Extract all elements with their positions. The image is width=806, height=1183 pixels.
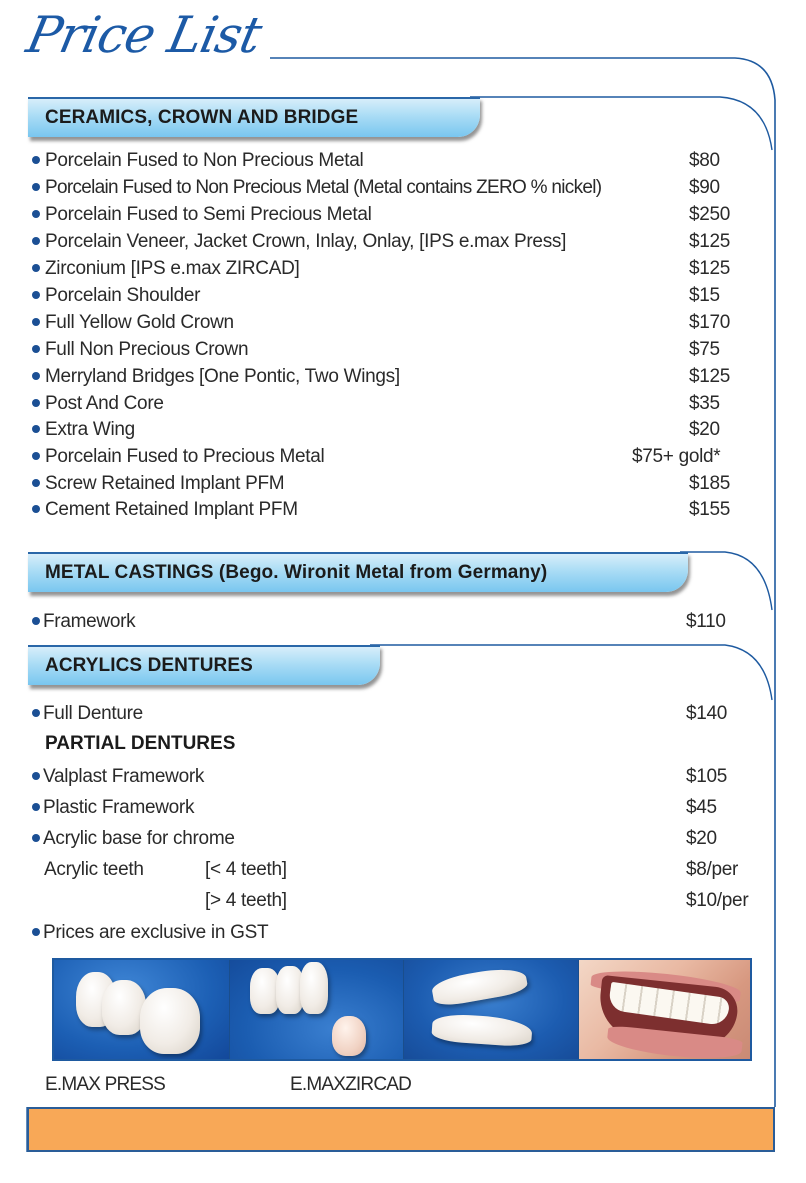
- price-row: [30, 391, 770, 417]
- section-heading: CERAMICS, CROWN AND BRIDGE: [45, 107, 359, 128]
- bullet-icon: [32, 928, 40, 936]
- bullet-icon: [32, 372, 40, 380]
- item-price: $75+ gold*: [632, 446, 721, 467]
- bullet-icon: [32, 452, 40, 460]
- price-row: [30, 175, 770, 201]
- bullet-icon: [32, 237, 40, 245]
- bullet-icon: [32, 772, 40, 780]
- photo-gallery: [52, 958, 752, 1061]
- gst-note: [30, 920, 770, 946]
- price-row: [30, 701, 770, 727]
- bullet-icon: [32, 479, 40, 487]
- item-label: Full Denture: [43, 703, 143, 724]
- item-label: Porcelain Fused to Non Precious Metal: [45, 150, 364, 171]
- bullet-icon: [32, 210, 40, 218]
- bullet-icon: [32, 709, 40, 717]
- veneer-bridges-image: [404, 960, 579, 1059]
- item-label: Extra Wing: [45, 419, 135, 440]
- smile-image: [579, 960, 750, 1059]
- item-price: $155: [689, 499, 731, 520]
- item-price: $90: [689, 177, 720, 198]
- price-row: [30, 471, 770, 497]
- emax-zircad-image: [230, 960, 404, 1059]
- item-label: Cement Retained Implant PFM: [45, 499, 298, 520]
- price-row: [30, 417, 770, 443]
- price-row: [30, 283, 770, 309]
- note-text: Prices are exclusive in GST: [43, 922, 269, 943]
- item-label: Screw Retained Implant PFM: [45, 473, 285, 494]
- item-price: $20: [689, 419, 720, 440]
- item-price: $125: [689, 231, 731, 252]
- price-row: [30, 256, 770, 282]
- item-label: Porcelain Shoulder: [45, 285, 201, 306]
- item-label: Porcelain Fused to Semi Precious Metal: [45, 204, 372, 225]
- price-row: [30, 229, 770, 255]
- item-price: $110: [686, 611, 726, 632]
- tooth-icon: [332, 1016, 366, 1056]
- item-label: Full Non Precious Crown: [45, 339, 249, 360]
- price-row: [30, 764, 770, 790]
- item-label: Acrylic base for chrome: [43, 828, 235, 849]
- bullet-icon: [32, 291, 40, 299]
- acrylic-teeth-range: [> 4 teeth]: [205, 890, 287, 911]
- item-label: Valplast Framework: [43, 766, 205, 787]
- item-label: Post And Core: [45, 393, 164, 414]
- section-header-metal: [28, 552, 688, 592]
- item-price: $80: [689, 150, 720, 171]
- item-label: Plastic Framework: [43, 797, 195, 818]
- item-price: $15: [689, 285, 720, 306]
- item-price: $125: [689, 258, 731, 279]
- bullet-icon: [32, 399, 40, 407]
- price-row: [30, 337, 770, 363]
- bullet-icon: [32, 803, 40, 811]
- item-label: Framework: [43, 611, 136, 632]
- price-row: [30, 826, 770, 852]
- emax-press-crowns-image: [54, 960, 230, 1059]
- bullet-icon: [32, 318, 40, 326]
- bullet-icon: [32, 183, 40, 191]
- price-row: [30, 609, 770, 635]
- item-price: $35: [689, 393, 720, 414]
- item-label: Porcelain Fused to Non Precious Metal (Metal contains ZERO % nickel): [45, 177, 602, 198]
- item-label: Merryland Bridges [One Pontic, Two Wings]: [45, 366, 400, 387]
- item-price: $20: [686, 828, 717, 849]
- bullet-icon: [32, 425, 40, 433]
- price-row: [30, 444, 770, 470]
- caption-emax-press: E.MAX PRESS: [45, 1074, 166, 1095]
- price-row: [30, 310, 770, 336]
- page-title: Price List: [21, 6, 267, 64]
- tooth-icon: [300, 962, 328, 1014]
- bullet-icon: [32, 617, 40, 625]
- tooth-icon: [431, 1013, 533, 1048]
- item-label: Porcelain Veneer, Jacket Crown, Inlay, Onlay, [IPS e.max Press]: [45, 231, 567, 252]
- bullet-icon: [32, 834, 40, 842]
- section-header-ceramics: [28, 97, 480, 137]
- item-price: $185: [689, 473, 731, 494]
- tooth-icon: [140, 988, 200, 1054]
- item-price: $125: [689, 366, 731, 387]
- price-row: [30, 497, 770, 523]
- footer-bar: [27, 1107, 775, 1152]
- item-label: Zirconium [IPS e.max ZIRCAD]: [45, 258, 300, 279]
- item-label: Full Yellow Gold Crown: [45, 312, 234, 333]
- acrylic-teeth-price: $10/per: [686, 890, 749, 911]
- item-price: $170: [689, 312, 731, 333]
- price-row: [30, 148, 770, 174]
- item-price: $250: [689, 204, 731, 225]
- tooth-icon: [430, 964, 528, 1008]
- acrylic-teeth-range: [< 4 teeth]: [205, 859, 287, 880]
- bullet-icon: [32, 505, 40, 513]
- section-header-acrylics: [28, 645, 380, 685]
- item-price: $105: [686, 766, 728, 787]
- item-price: $140: [686, 703, 728, 724]
- caption-emax-zircad: E.MAXZIRCAD: [290, 1074, 412, 1095]
- bullet-icon: [32, 345, 40, 353]
- price-row: [30, 202, 770, 228]
- item-label: Porcelain Fused to Precious Metal: [45, 446, 325, 467]
- bullet-icon: [32, 264, 40, 272]
- section-heading: ACRYLICS DENTURES: [45, 655, 253, 676]
- price-row: [30, 795, 770, 821]
- price-row: [30, 364, 770, 390]
- section-heading: METAL CASTINGS (Bego. Wironit Metal from Germany): [45, 562, 548, 583]
- partial-dentures-heading: PARTIAL DENTURES: [45, 733, 236, 754]
- acrylic-teeth-price: $8/per: [686, 859, 739, 880]
- item-price: $45: [686, 797, 717, 818]
- acrylic-teeth-label: Acrylic teeth: [44, 859, 144, 880]
- item-price: $75: [689, 339, 720, 360]
- bullet-icon: [32, 156, 40, 164]
